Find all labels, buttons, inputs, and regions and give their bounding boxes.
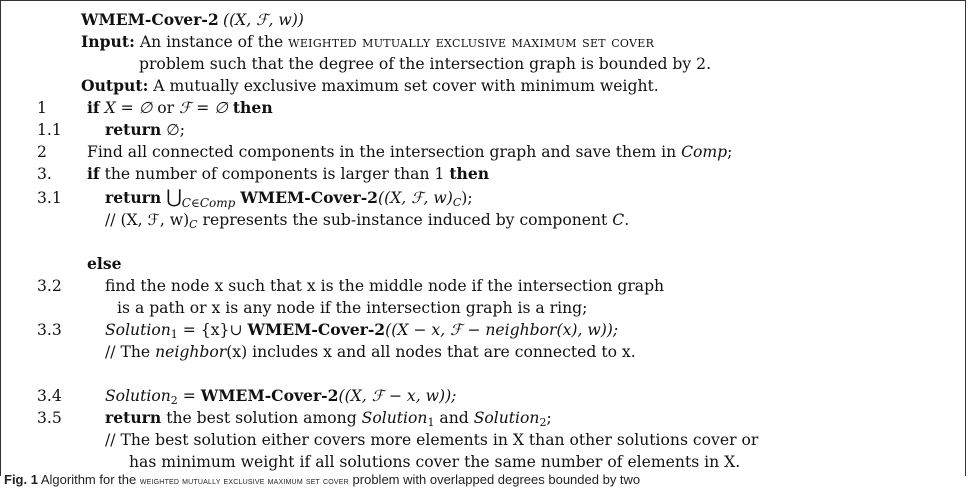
else-line: else xyxy=(87,254,122,273)
figure-caption: Fig. 1 Algorithm for the weighted mutually exclusive maximum set cover problem with overlapped degrees bounded by two xyxy=(4,472,641,487)
step-3: 3. if the number of components is larger than 1 then xyxy=(37,164,490,183)
step-3-2: 3.2 find the node x such that x is the middle node if the intersection graph xyxy=(37,277,665,295)
step-2: 2 Find all connected components in the intersection graph and save them in Comp; xyxy=(37,143,733,161)
big-union-symbol: ⋃ xyxy=(166,186,182,208)
output-line xyxy=(1,75,965,97)
step-3-5-comment-cont: has minimum weight if all solutions cover the same number of elements in X. xyxy=(129,453,741,471)
step-number: 1 xyxy=(37,99,47,117)
step-3-5-comment: // The best solution either covers more elements in X than other solutions cover or xyxy=(105,431,759,449)
step-number: 3. xyxy=(37,165,52,183)
step-3-1: 3.1 return $⋃_{C\in Comp}$ WMEM-Cover-2((X, ℱ, $w)_C$); xyxy=(37,186,473,210)
step-3-1-comment: // (X, ℱ, $w)_C$ represents the sub-instance induced by component C. xyxy=(105,211,630,231)
step-number: 2 xyxy=(37,143,47,161)
input-text: An instance of the xyxy=(139,33,289,51)
step-number: 3.1 xyxy=(37,189,62,207)
figure-label: Fig. 1 xyxy=(4,472,38,487)
algorithm-name: WMEM-Cover-2 xyxy=(81,10,219,29)
step-3-3: 3.3 Solution$_1$ = {x}∪ WMEM-Cover-2((X − x, ℱ − neighbor(x), w)); xyxy=(37,320,619,341)
input-label: Input: xyxy=(81,32,135,51)
output-text: A mutually exclusive maximum set cover with minimum weight. xyxy=(153,77,659,95)
step-3-5: 3.5 return the best solution among Solution$_1$ and Solution$_2$; xyxy=(37,408,552,429)
step-3-2-cont: is a path or x is any node if the intersection graph is a ring; xyxy=(117,299,588,317)
step-1: 1 if X = ∅ or ℱ = ∅ then xyxy=(37,98,273,117)
step-3-3-comment: // The neighbor(x) includes x and all nodes that are connected to x. xyxy=(105,343,636,361)
input-problem-name: weighted mutually exclusive maximum set cover xyxy=(288,33,655,51)
output-label: Output: xyxy=(81,76,149,95)
input-line xyxy=(1,31,965,53)
step-number: 3.5 xyxy=(37,409,62,427)
step-number: 3.4 xyxy=(37,387,62,405)
step-3-4: 3.4 Solution$_2$ = WMEM-Cover-2((X, ℱ − x, w)); xyxy=(37,386,457,407)
algorithm-args: ((X, ℱ, w)) xyxy=(223,11,304,29)
step-number: 3.2 xyxy=(37,277,62,295)
step-1-1: 1.1 return ∅; xyxy=(37,120,186,139)
step-number: 3.3 xyxy=(37,321,62,339)
input-line-2: problem such that the degree of the intersection graph is bounded by 2. xyxy=(139,55,712,73)
caption-problem-name: weighted mutually exclusive maximum set cover xyxy=(139,476,349,487)
step-number: 1.1 xyxy=(37,121,62,139)
algorithm-header xyxy=(1,9,965,31)
